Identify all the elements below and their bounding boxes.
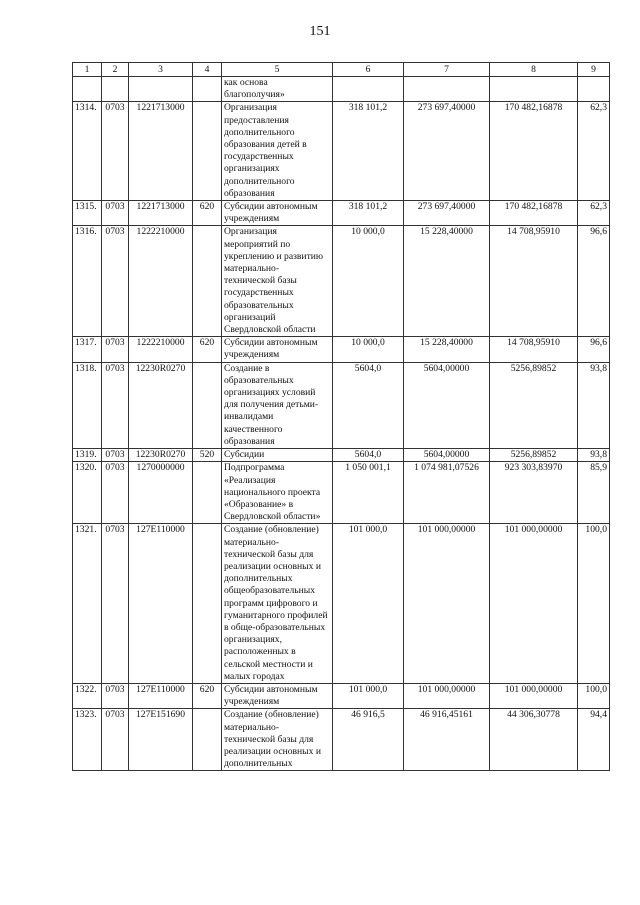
item-name: Создание в образовательных организациях условий для получения детьми-инвалидами качественного образования (222, 362, 333, 448)
item-name: как основа благополучия» (222, 77, 333, 102)
plan-value: 5604,0 (333, 449, 404, 462)
target-code: 1221713000 (129, 102, 193, 201)
section-code: 0703 (102, 449, 129, 462)
executed-value (490, 77, 578, 102)
plan-value: 5604,0 (333, 362, 404, 448)
percent-value: 100,0 (578, 683, 610, 708)
table-row (73, 201, 610, 226)
executed-value: 170 482,16878 (490, 201, 578, 226)
row-number: 1321. (73, 524, 102, 684)
executed-value: 14 708,95910 (490, 337, 578, 362)
column-header: 2 (102, 63, 129, 77)
revised-value: 15 228,40000 (404, 337, 490, 362)
target-code: 12230R0270 (129, 362, 193, 448)
percent-value (578, 77, 610, 102)
executed-value: 5256,89852 (490, 362, 578, 448)
target-code: 127E151690 (129, 709, 193, 771)
executed-value: 170 482,16878 (490, 102, 578, 201)
plan-value: 101 000,0 (333, 683, 404, 708)
percent-value: 96,6 (578, 226, 610, 337)
item-name: Субсидии автономным учреждениям (222, 201, 333, 226)
row-number: 1320. (73, 462, 102, 524)
executed-value: 923 303,83970 (490, 462, 578, 524)
item-name: Организация предоставления дополнительного образования детей в государственных организациях дополнительного образования (222, 102, 333, 201)
column-header: 5 (222, 63, 333, 77)
row-number: 1314. (73, 102, 102, 201)
plan-value: 318 101,2 (333, 201, 404, 226)
section-code: 0703 (102, 201, 129, 226)
section-code: 0703 (102, 337, 129, 362)
column-header: 1 (73, 63, 102, 77)
section-code: 0703 (102, 683, 129, 708)
plan-value: 10 000,0 (333, 337, 404, 362)
plan-value: 1 050 001,1 (333, 462, 404, 524)
section-code (102, 77, 129, 102)
percent-value: 62,3 (578, 102, 610, 201)
row-number: 1319. (73, 449, 102, 462)
percent-value: 96,6 (578, 337, 610, 362)
expense-type (193, 462, 222, 524)
revised-value: 15 228,40000 (404, 226, 490, 337)
executed-value: 44 306,30778 (490, 709, 578, 771)
percent-value: 100,0 (578, 524, 610, 684)
section-code: 0703 (102, 709, 129, 771)
expense-type: 620 (193, 201, 222, 226)
column-header: 8 (490, 63, 578, 77)
expense-type (193, 226, 222, 337)
percent-value: 94,4 (578, 709, 610, 771)
expense-type: 620 (193, 683, 222, 708)
item-name: Создание (обновление) материально-технической базы для реализации основных и дополнительных (222, 709, 333, 771)
column-header: 7 (404, 63, 490, 77)
row-number: 1318. (73, 362, 102, 448)
table-row (73, 709, 610, 771)
percent-value: 93,8 (578, 449, 610, 462)
table-row (73, 337, 610, 362)
page-number: 151 (309, 24, 331, 39)
revised-value: 5604,00000 (404, 362, 490, 448)
revised-value: 46 916,45161 (404, 709, 490, 771)
executed-value: 14 708,95910 (490, 226, 578, 337)
target-code: 1222210000 (129, 337, 193, 362)
table-row (73, 102, 610, 201)
header-row (73, 63, 610, 77)
executed-value: 5256,89852 (490, 449, 578, 462)
row-number: 1315. (73, 201, 102, 226)
row-number: 1317. (73, 337, 102, 362)
expense-type (193, 524, 222, 684)
table-row (73, 449, 610, 462)
percent-value: 93,8 (578, 362, 610, 448)
row-number: 1323. (73, 709, 102, 771)
target-code: 1270000000 (129, 462, 193, 524)
revised-value (404, 77, 490, 102)
expense-type (193, 77, 222, 102)
table-body (73, 77, 610, 771)
section-code: 0703 (102, 462, 129, 524)
revised-value: 101 000,00000 (404, 524, 490, 684)
revised-value: 1 074 981,07526 (404, 462, 490, 524)
table-row (73, 683, 610, 708)
executed-value: 101 000,00000 (490, 683, 578, 708)
plan-value: 10 000,0 (333, 226, 404, 337)
plan-value: 46 916,5 (333, 709, 404, 771)
expense-type: 620 (193, 337, 222, 362)
item-name: Подпрограмма «Реализация национального проекта «Образование» в Свердловской области» (222, 462, 333, 524)
item-name: Субсидии автономным учреждениям (222, 337, 333, 362)
column-header: 6 (333, 63, 404, 77)
item-name: Организация мероприятий по укреплению и развитию материально-технической базы государственных образовательных организаций Свердловской области (222, 226, 333, 337)
revised-value: 273 697,40000 (404, 201, 490, 226)
plan-value: 101 000,0 (333, 524, 404, 684)
column-header: 3 (129, 63, 193, 77)
target-code (129, 77, 193, 102)
target-code: 127E110000 (129, 524, 193, 684)
target-code: 12230R0270 (129, 449, 193, 462)
expense-type: 520 (193, 449, 222, 462)
percent-value: 85,9 (578, 462, 610, 524)
revised-value: 101 000,00000 (404, 683, 490, 708)
row-number: 1316. (73, 226, 102, 337)
expense-type (193, 362, 222, 448)
percent-value: 62,3 (578, 201, 610, 226)
executed-value: 101 000,00000 (490, 524, 578, 684)
section-code: 0703 (102, 362, 129, 448)
table-row (73, 226, 610, 337)
revised-value: 5604,00000 (404, 449, 490, 462)
revised-value: 273 697,40000 (404, 102, 490, 201)
table-row (73, 362, 610, 448)
column-header: 4 (193, 63, 222, 77)
section-code: 0703 (102, 102, 129, 201)
column-header: 9 (578, 63, 610, 77)
expense-type (193, 709, 222, 771)
item-name: Создание (обновление) материально-технической базы для реализации основных и дополнительных общеобразовательных программ цифрового и гуманитарного профилей в обще-образовательных организациях, расположенных в сельской местности и малых городах (222, 524, 333, 684)
row-number (73, 77, 102, 102)
target-code: 1221713000 (129, 201, 193, 226)
section-code: 0703 (102, 226, 129, 337)
target-code: 1222210000 (129, 226, 193, 337)
section-code: 0703 (102, 524, 129, 684)
table-row (73, 77, 610, 102)
plan-value: 318 101,2 (333, 102, 404, 201)
table-row (73, 462, 610, 524)
row-number: 1322. (73, 683, 102, 708)
item-name: Субсидии (222, 449, 333, 462)
item-name: Субсидии автономным учреждениям (222, 683, 333, 708)
expense-type (193, 102, 222, 201)
target-code: 127E110000 (129, 683, 193, 708)
budget-table (72, 62, 610, 771)
table-row (73, 524, 610, 684)
plan-value (333, 77, 404, 102)
